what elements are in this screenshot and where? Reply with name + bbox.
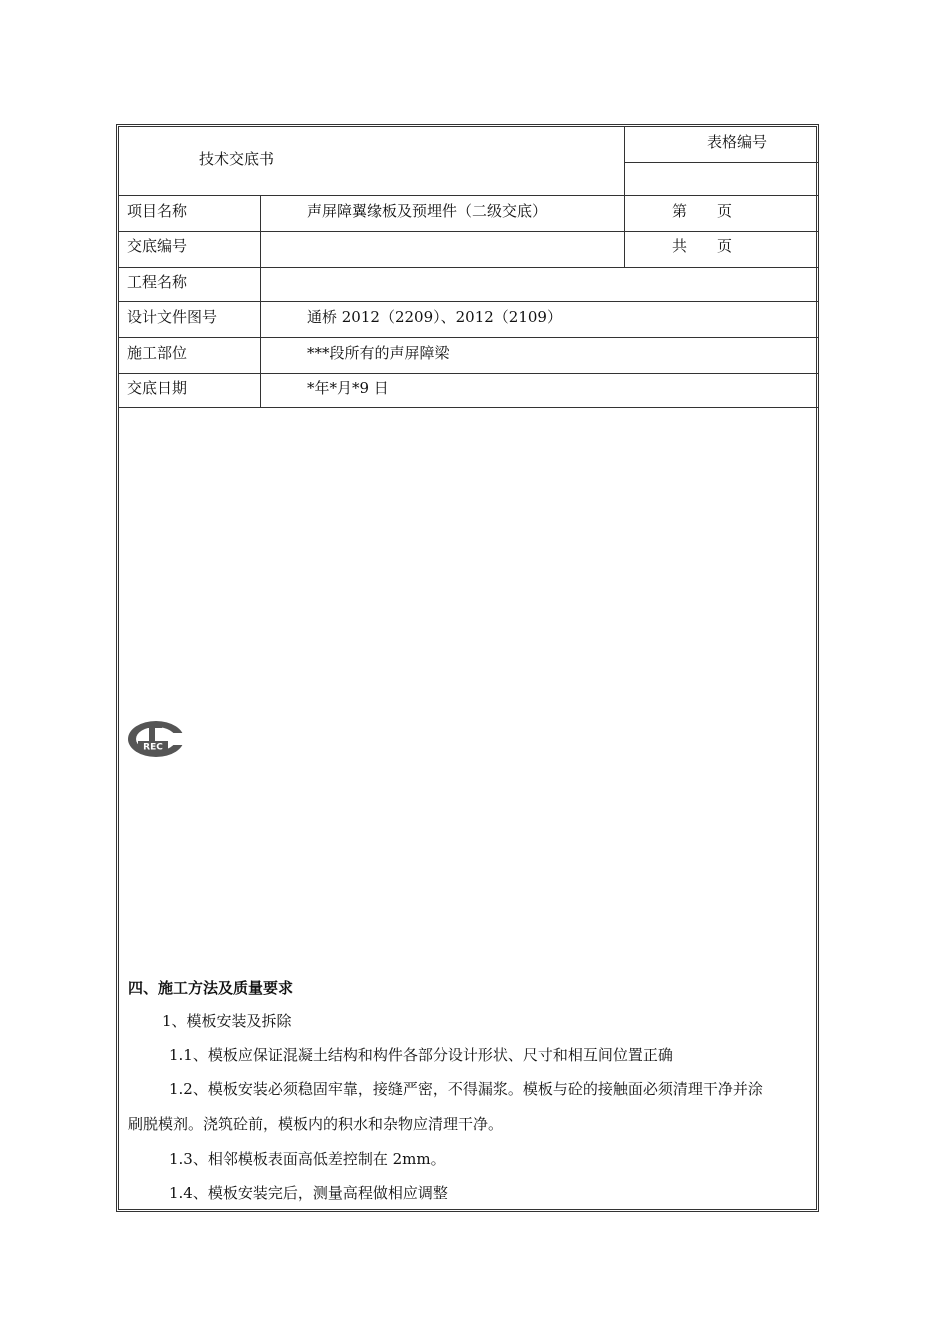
row-line [119,267,819,268]
row-label-design-drawing-number: 设计文件图号 [127,308,218,326]
header-divider [624,127,625,267]
form-title: 技术交底书 [199,150,275,168]
form-number-label: 表格编号 [707,133,768,151]
row-value-project-name: 声屏障翼缘板及预埋件（二级交底） [307,202,548,220]
row-value-construction-location: ***段所有的声屏障梁 [307,344,450,362]
page-total-label: 共 页 [672,237,733,255]
subsection-title: 1、模板安装及拆除 [162,1012,292,1030]
content-item: 1.3、相邻模板表面高低差控制在 2mm。 [169,1150,446,1168]
row-value-design-drawing-number: 通桥 2012（2209）、2012（2109） [307,308,562,326]
page-number-label: 第 页 [672,202,733,220]
row-label-disclosure-date: 交底日期 [127,379,188,397]
row-label-construction-location: 施工部位 [127,344,188,362]
row-value-disclosure-date: *年*月*9 日 [307,379,389,397]
section-title: 四、施工方法及质量要求 [128,979,294,997]
crec-logo-icon [126,719,186,759]
content-item: 刷脱模剂。浇筑砼前，模板内的积水和杂物应清理干净。 [128,1115,504,1133]
row-label-engineering-name: 工程名称 [127,273,188,291]
row-label-disclosure-number: 交底编号 [127,237,188,255]
label-column-divider [260,195,261,407]
row-line [119,373,819,374]
content-item: 1.2、模板安装必须稳固牢靠，接缝严密，不得漏浆。模板与砼的接触面必须清理干净并涂 [169,1080,763,1098]
row-label-project-name: 项目名称 [127,202,188,220]
row-line [119,337,819,338]
logo-text: REC [143,742,163,753]
content-item: 1.1、模板应保证混凝土结构和构件各部分设计形状、尺寸和相互间位置正确 [169,1046,673,1064]
form-number-divider [624,162,819,163]
disclosure-form [116,124,819,1212]
content-item: 1.4、模板安装完后，测量高程做相应调整 [169,1184,448,1202]
row-line [119,407,819,408]
row-line [119,301,819,302]
row-line [119,231,819,232]
row-line [119,195,819,196]
